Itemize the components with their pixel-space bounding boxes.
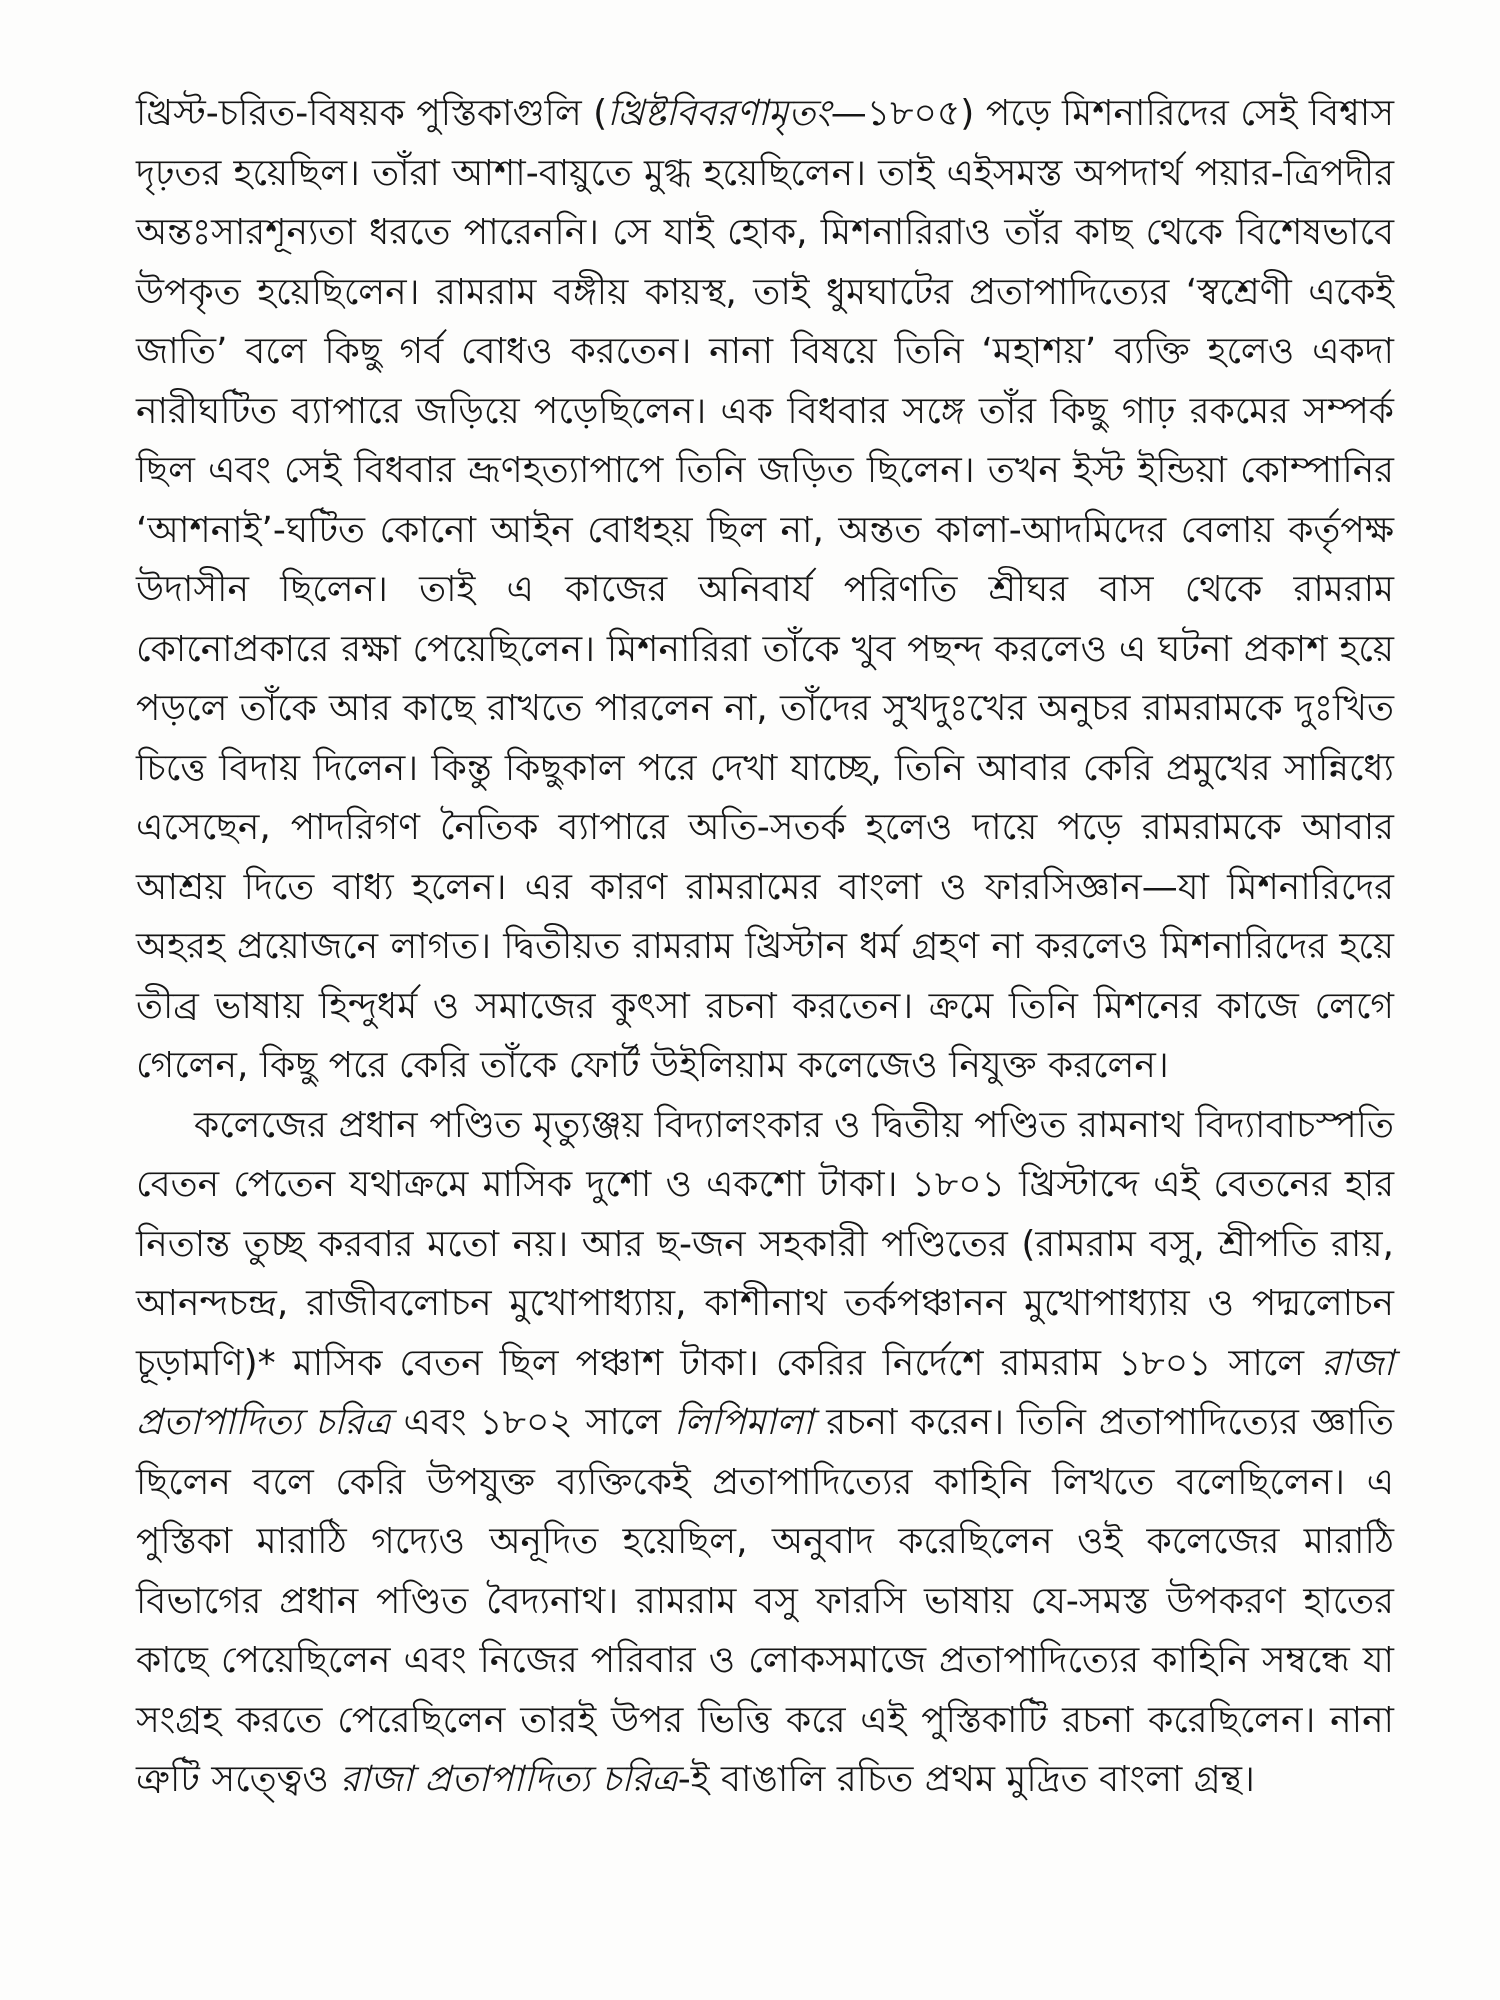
book-title-italic: লিপিমালা	[673, 1402, 814, 1443]
book-title-italic: রাজা প্রতাপাদিত্য চরিত্র	[340, 1759, 678, 1800]
book-title-italic: খ্রিষ্টবিবরণামৃতং	[607, 93, 831, 134]
paragraph-2-segment: কলেজের প্রধান পণ্ডিত মৃত্যুঞ্জয় বিদ্যালংকার ও দ্বিতীয় পণ্ডিত রামনাথ বিদ্যাবাচস্পতি বেতন পেতেন যথাক্রমে মাসিক দুশো ও একশো টাকা। ১৮০১ খ্রিস্টাব্দে এই বেতনের হার নিতান্ত তুচ্ছ করবার মতো নয়। আর ছ-জন সহকারী পণ্ডিতের (রামরাম বসু, শ্রীপতি রায়, আনন্দচন্দ্র, রাজীবলোচন মুখোপাধ্যায়, কাশীনাথ তর্কপঞ্চানন মুখোপাধ্যায় ও পদ্মলোচন চূড়ামণি)* মাসিক বেতন ছিল পঞ্চাশ টাকা। কেরির নির্দেশে রামরাম ১৮০১ সালে	[136, 1104, 1394, 1384]
paragraph-2	[136, 1096, 1394, 1810]
book-title-italic: রাজা প্রতাপাদিত্য চরিত্র	[136, 1342, 1394, 1443]
page-body-text	[136, 84, 1394, 1810]
paragraph-2-segment: এবং ১৮০২ সালে	[390, 1402, 674, 1443]
paragraph-1-segment: —১৮০৫) পড়ে মিশনারিদের সেই বিশ্বাস দৃঢ়তর হয়েছিল। তাঁরা আশা-বায়ুতে মুগ্ধ হয়েছিলেন। তাই এইসমস্ত অপদার্থ পয়ার-ত্রিপদীর অন্তঃসারশূন্যতা ধরতে পারেননি। সে যাই হোক, মিশনারিরাও তাঁর কাছ থেকে বিশেষভাবে উপকৃত হয়েছিলেন। রামরাম বঙ্গীয় কায়স্থ, তাই ধুমঘাটের প্রতাপাদিত্যের ‘স্বশ্রেণী একেই জাতি’ বলে কিছু গর্ব বোধও করতেন। নানা বিষয়ে তিনি ‘মহাশয়’ ব্যক্তি হলেও একদা নারীঘটিত ব্যাপারে জড়িয়ে পড়েছিলেন। এক বিধবার সঙ্গে তাঁর কিছু গাঢ় রকমের সম্পর্ক ছিল এবং সেই বিধবার ভ্রূণহত্যাপাপে তিনি জড়িত ছিলেন। তখন ইস্ট ইন্ডিয়া কোম্পানির ‘আশনাই’-ঘটিত কোনো আইন বোধহয় ছিল না, অন্তত কালা-আদমিদের বেলায় কর্তৃপক্ষ উদাসীন ছিলেন। তাই এ কাজের অনিবার্য পরিণতি শ্রীঘর বাস থেকে রামরাম কোনোপ্রকারে রক্ষা পেয়েছিলেন। মিশনারিরা তাঁকে খুব পছন্দ করলেও এ ঘটনা প্রকাশ হয়ে পড়লে তাঁকে আর কাছে রাখতে পারলেন না, তাঁদের সুখদুঃখের অনুচর রামরামকে দুঃখিত চিত্তে বিদায় দিলেন। কিন্তু কিছুকাল পরে দেখা যাচ্ছে, তিনি আবার কেরি প্রমুখের সান্নিধ্যে এসেছেন, পাদরিগণ নৈতিক ব্যাপারে অতি-সতর্ক হলেও দায়ে পড়ে রামরামকে আবার আশ্রয় দিতে বাধ্য হলেন। এর কারণ রামরামের বাংলা ও ফারসিজ্ঞান—যা মিশনারিদের অহরহ প্রয়োজনে লাগত। দ্বিতীয়ত রামরাম খ্রিস্টান ধর্ম গ্রহণ না করলেও মিশনারিদের হয়ে তীব্র ভাষায় হিন্দুধর্ম ও সমাজের কুৎসা রচনা করতেন। ক্রমে তিনি মিশনের কাজে লেগে গেলেন, কিছু পরে কেরি তাঁকে ফোর্ট উইলিয়াম কলেজেও নিযুক্ত করলেন।	[136, 93, 1394, 1086]
paragraph-1	[136, 84, 1394, 1096]
paragraph-2-segment: -ই বাঙালি রচিত প্রথম মুদ্রিত বাংলা গ্রন্থ।	[677, 1759, 1255, 1800]
paragraph-2-segment: রচনা করেন। তিনি প্রতাপাদিত্যের জ্ঞাতি ছিলেন বলে কেরি উপযুক্ত ব্যক্তিকেই প্রতাপাদিত্যের কাহিনি লিখতে বলেছিলেন। এ পুস্তিকা মারাঠি গদ্যেও অনূদিত হয়েছিল, অনুবাদ করেছিলেন ওই কলেজের মারাঠি বিভাগের প্রধান পণ্ডিত বৈদ্যনাথ। রামরাম বসু ফারসি ভাষায় যে-সমস্ত উপকরণ হাতের কাছে পেয়েছিলেন এবং নিজের পরিবার ও লোকসমাজে প্রতাপাদিত্যের কাহিনি সম্বন্ধে যা সংগ্রহ করতে পেরেছিলেন তারই উপর ভিত্তি করে এই পুস্তিকাটি রচনা করেছিলেন। নানা ত্রুটি সত্ত্বেও	[136, 1402, 1395, 1800]
paragraph-1-segment: খ্রিস্ট-চরিত-বিষয়ক পুস্তিকাগুলি (	[136, 93, 608, 134]
